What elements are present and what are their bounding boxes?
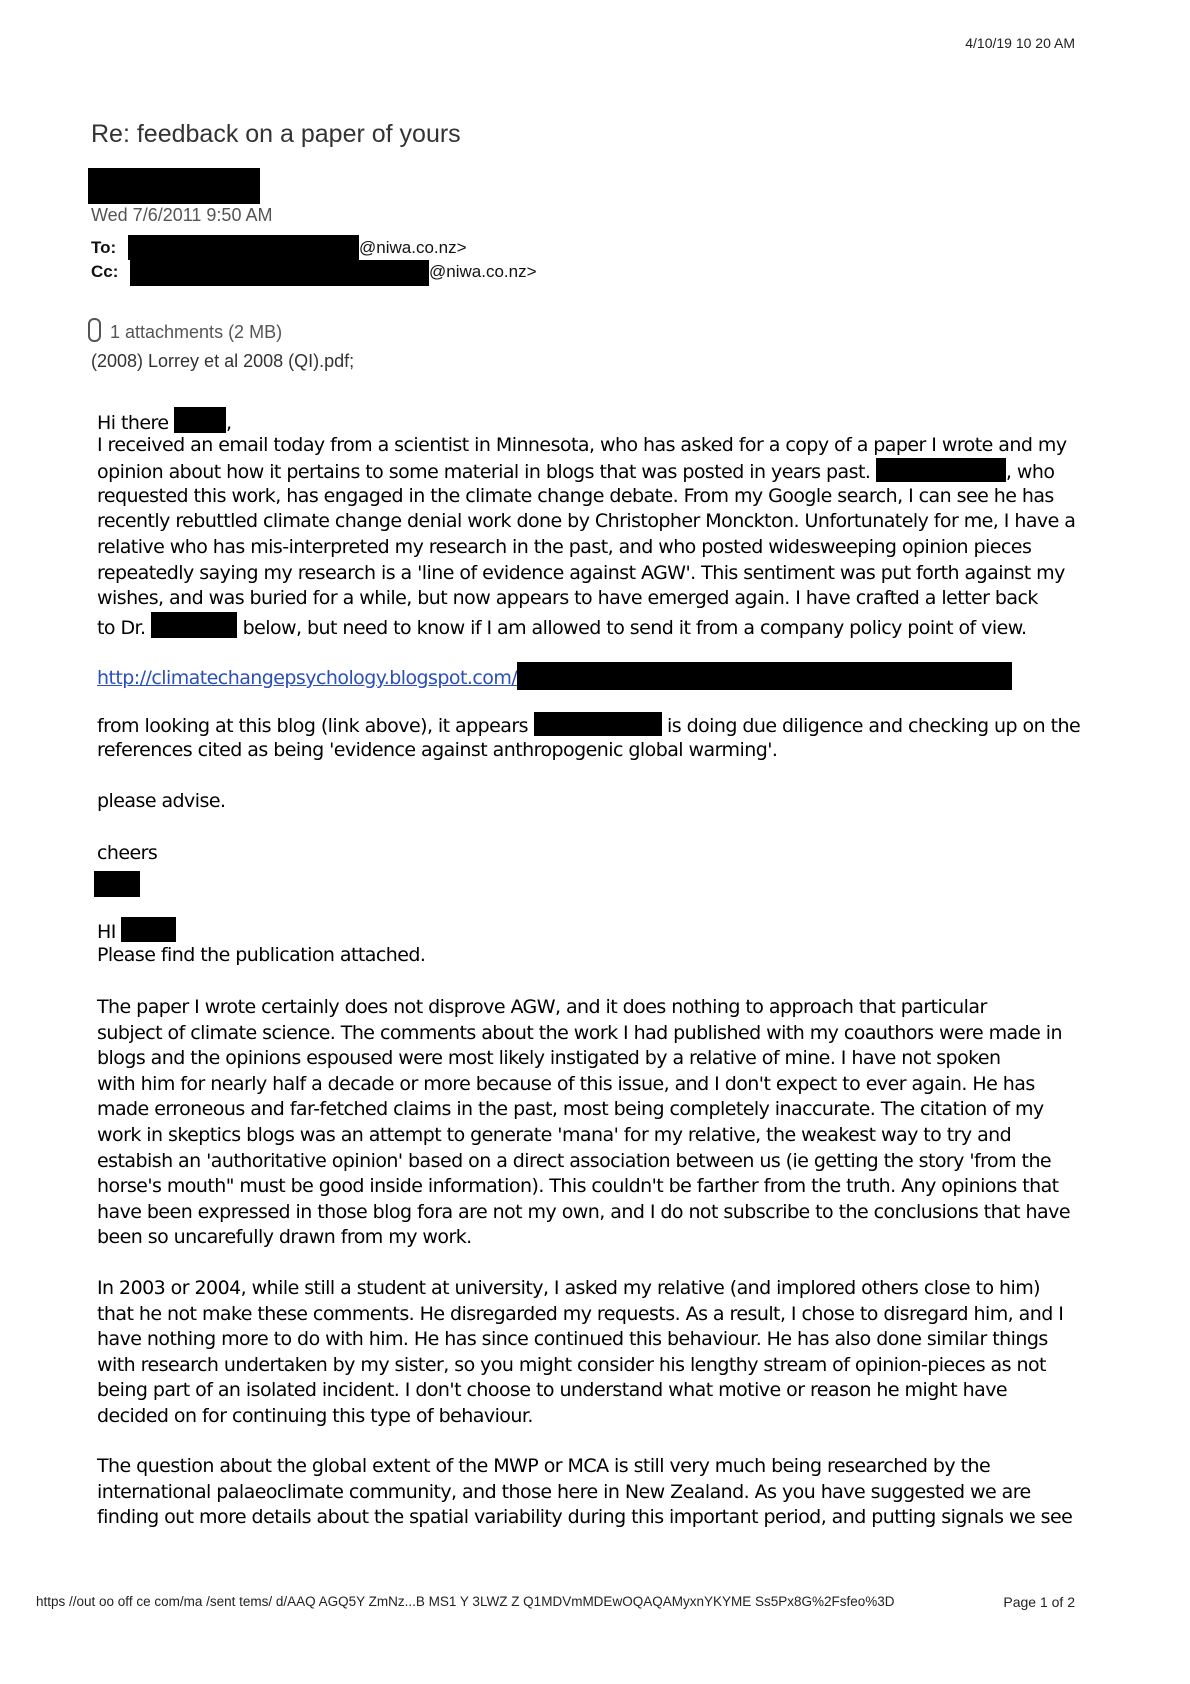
redaction: [517, 662, 1012, 690]
to-row: [91, 238, 116, 258]
body-line: made erroneous and far-fetched claims in the past, most being completely inaccurate. The citation of my: [97, 1098, 1044, 1121]
attachment-file[interactable]: (2008) Lorrey et al 2008 (QI).pdf;: [91, 351, 355, 371]
body-line: finding out more details about the spatial variability during this important period, and putting signals we see: [97, 1506, 1073, 1529]
body-line: requested this work, has engaged in the climate change debate. From my Google search, I can see he has: [97, 484, 1054, 507]
body-line: to Dr. below, but need to know if I am allowed to send it from a company policy point of view.: [97, 612, 1097, 638]
sent-date: Wed 7/6/2011 9:50 AM: [91, 205, 273, 225]
paragraph-2: [97, 712, 1097, 763]
redaction: [151, 612, 237, 638]
email-subject: Re: feedback on a paper of yours: [91, 120, 461, 148]
reply-block: [97, 917, 1097, 968]
greeting-line: Hi there ,: [97, 407, 1097, 433]
body-line: decided on for continuing this type of behaviour.: [97, 1404, 533, 1427]
attachments-count: 1 attachments (2 MB): [110, 322, 283, 342]
paragraph-4: [97, 1276, 1097, 1430]
body-line: from looking at this blog (link above), it appears is doing due diligence and checking up on the: [97, 712, 1097, 738]
body-line: recently rebuttled climate change denial work done by Christopher Monckton. Unfortunately for me, I have a: [97, 510, 1076, 533]
body-line: have been expressed in those blog fora are not my own, and I do not subscribe to the conclusions that have: [97, 1200, 1070, 1223]
body-line: wishes, and was buried for a while, but now appears to have emerged again. I have crafted a letter back: [97, 587, 1038, 610]
body-line: opinion about how it pertains to some material in blogs that was posted in years past. , who: [97, 458, 1097, 484]
body-line: that he not make these comments. He disregarded my requests. As a result, I chose to disregard him, and I: [97, 1302, 1064, 1325]
paragraph-5: [97, 1454, 1097, 1531]
body-line: subject of climate science. The comments about the work I had published with my coauthors were made in: [97, 1021, 1063, 1044]
body-line: In 2003 or 2004, while still a student at university, I asked my relative (and implored others close to him): [97, 1277, 1041, 1299]
body-line: work in skeptics blogs was an attempt to generate 'mana' for my relative, the weakest way to try and: [97, 1123, 1012, 1146]
body-line: references cited as being 'evidence against anthropogenic global warming'.: [97, 738, 778, 761]
signoff: cheers: [97, 842, 158, 864]
email-body: [97, 407, 1097, 637]
blog-link[interactable]: http://climatechangepsychology.blogspot.com/: [97, 667, 518, 689]
reply-greeting: HI: [97, 917, 1097, 943]
body-line: The paper I wrote certainly does not disprove AGW, and it does nothing to approach that particular: [97, 996, 987, 1018]
body-line: blogs and the opinions espoused were most likely instigated by a relative of mine. I have not spoken: [97, 1047, 1001, 1070]
sender-redaction: [88, 168, 260, 204]
body-line: with research undertaken by my sister, so you might consider his lengthy stream of opinion-pieces as not: [97, 1353, 1046, 1376]
link-line: [97, 662, 1097, 692]
to-label: To:: [91, 238, 117, 257]
print-footer-url: https //out oo off ce com/ma /sent tems/ d/AAQ AGQ5Y ZmNz...B MS1 Y 3LWZ Z Q1MDVmMDEwOQAQAMyxnYKYME Ss5Px8G%2Fsfeo%3D: [36, 1594, 895, 1609]
cc-label: Cc:: [91, 262, 119, 281]
to-address-redaction: [128, 235, 359, 260]
cc-row: [91, 262, 118, 282]
redaction: [121, 917, 176, 942]
paragraph-3: [97, 995, 1097, 1251]
body-line: international palaeoclimate community, and those here in New Zealand. As you have suggested we are: [97, 1480, 1031, 1503]
redaction: [876, 458, 1006, 482]
advise-line: please advise.: [97, 790, 226, 812]
body-line: estabish an 'authoritative opinion' based on a direct association between us (ie getting the story 'from the: [97, 1149, 1052, 1172]
redaction: [174, 407, 226, 433]
body-line: been so uncarefully drawn from my work.: [97, 1226, 472, 1249]
body-line: repeatedly saying my research is a 'line of evidence against AGW'. This sentiment was put forth against my: [97, 561, 1065, 584]
print-timestamp: 4/10/19 10 20 AM: [965, 35, 1075, 51]
redaction: [534, 712, 662, 736]
signature-redaction: [94, 871, 140, 897]
body-line: being part of an isolated incident. I don't choose to understand what motive or reason he might have: [97, 1379, 1008, 1402]
body-line: horse's mouth" must be good inside information). This couldn't be farther from the truth. Any opinions that: [97, 1175, 1059, 1198]
cc-address-redaction: [130, 260, 429, 286]
body-line: have nothing more to do with him. He has since continued this behaviour. He has also done similar things: [97, 1328, 1048, 1351]
body-line: The question about the global extent of the MWP or MCA is still very much being researched by the: [97, 1455, 991, 1477]
body-line: relative who has mis-interpreted my research in the past, and who posted widesweeping opinion pieces: [97, 535, 1032, 558]
body-line: with him for nearly half a decade or more because of this issue, and I don't expect to ever again. He has: [97, 1072, 1035, 1095]
body-line: I received an email today from a scientist in Minnesota, who has asked for a copy of a paper I wrote and my: [97, 433, 1067, 456]
attachments-summary[interactable]: [88, 318, 282, 343]
paperclip-icon: [88, 318, 101, 342]
page-number: Page 1 of 2: [1003, 1594, 1075, 1610]
to-domain: @niwa.co.nz>: [359, 238, 467, 257]
body-line: Please find the publication attached.: [97, 943, 426, 966]
cc-domain: @niwa.co.nz>: [429, 262, 537, 281]
